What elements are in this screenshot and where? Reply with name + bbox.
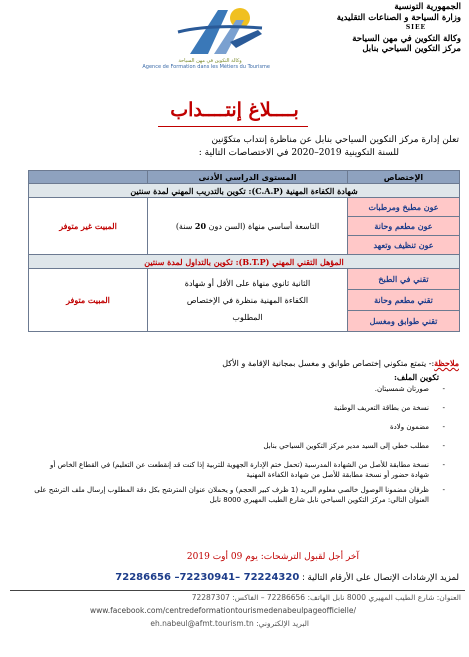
cap-level-b: سنة) (175, 221, 193, 231)
title-underline (158, 126, 308, 127)
contact-label: لمزيد الإرشادات الإتصال على الأرقام التالية : (301, 573, 459, 583)
logo-caption-fr: Agence de Formation dans les Métiers du Tourisme (142, 64, 270, 70)
document-item: - ظرفان مضمونا الوصول خالصي معلوم البريد (1 ظرف كبير الحجم) و يحملان عنوان المترشح بكل دقة المطلوب إرسال ملف الترشح على العنوان التالي: مركز التكوين السياحي نابل شارع الطيب المهيري 8000 نابل (31, 485, 451, 505)
cap-level-num: 20 (194, 220, 207, 231)
header-line-1: الجمهورية التونسية (394, 2, 461, 12)
deadline: آخر أجل لقبول الترشحات: يوم 09 أوت 2019 (186, 552, 359, 562)
header-small: SIEE (405, 24, 427, 31)
btp-level (148, 269, 348, 332)
footer-email[interactable]: البريد الإلكتروني: eh.nabeul@afmt.tourism.tn (150, 619, 309, 628)
intro-text (19, 134, 459, 160)
document-item: - صورتان شمسيتان. (31, 384, 451, 394)
documents-list (31, 384, 451, 510)
logo-caption-ar: وكالة التكوين في مهن السياحة (178, 58, 242, 64)
intro-line-1: تعلن إدارة مركز التكوين السياحي بنابل عن مناظرة إنتداب متكوّنين (211, 135, 459, 145)
document-item: - نسخة مطابقة للأصل من الشهادة المدرسية (تحمل ختم الإدارة الجهوية للتربية إذا كنت قد إنقطعت عن التعليم) في القطاع الخاص أو شهادة حضور أو نسخة مطابقة للأصل من شهادة الكفاءة المهنية (31, 460, 451, 480)
page-title: بــــلاغ إنتــــداب (170, 99, 299, 121)
spec-cap-1: عون مطبخ ومرطبات (348, 198, 460, 217)
spec-cap-3: عون تنظيف وتعهد (348, 236, 460, 255)
header-line-3: وكالة التكوين في مهن السياحة (352, 33, 461, 44)
header-accommodation (29, 171, 148, 184)
cap-level (148, 198, 348, 255)
btp-level-line-3: المطلوب (232, 312, 263, 322)
afmt-logo (170, 2, 270, 66)
cap-level-a: التاسعة أساسي منهاة (السن دون (208, 221, 320, 231)
file-heading: تكوين الملف: (393, 372, 439, 382)
document-item: - مضمون ولادة (31, 422, 451, 432)
footer-divider (10, 590, 465, 591)
header-line-4: مركز التكوين السياحي بنابل (362, 44, 461, 54)
specialties-table (28, 170, 460, 332)
spec-btp-3: تقني طوابق ومغسل (348, 311, 460, 332)
ministry-header (261, 2, 461, 55)
header-level: المستوى الدراسي الأدنى (148, 171, 348, 184)
btp-level-line-1: الثانية ثانوي منهاة على الأقل أو شهادة (184, 278, 311, 288)
spec-cap-2: عون مطعم وحانة (348, 217, 460, 236)
intro-line-2: للسنة التكوينية 2019–2020 في الاختصاصات التالية : (198, 148, 399, 158)
contact-line (9, 572, 459, 583)
spec-btp-1: تقني في الطبخ (348, 269, 460, 290)
logo-caption (142, 58, 270, 70)
header-specialty: الإختصاص (348, 171, 460, 184)
cap-accommodation: المبيت غير متوفر (29, 198, 148, 255)
document-item: - مطلب خطي إلى السيد مدير مركز التكوين السياحي بنابل (31, 441, 451, 451)
note (19, 358, 459, 368)
spec-btp-2: تقني مطعم وحانة (348, 290, 460, 311)
section-cap-title: شهادة الكفاءة المهنية (C.A.P): تكوين بالتدريب المهني لمدة سنتين (29, 184, 460, 198)
section-btp-title: المؤهل التقني المهني (B.T.P): تكوين بالتداول لمدة سنتين (29, 255, 460, 269)
btp-level-line-2: الكفاءة المهنية منظرة في الإختصاص (186, 295, 309, 305)
document-item: - نسخة من بطاقة التعريف الوطنية (31, 403, 451, 413)
contact-numbers: 72224320 –72230941– 72286656 (115, 572, 300, 583)
note-label: ملاحظة (434, 358, 459, 368)
btp-accommodation: المبيت متوفر (29, 269, 148, 332)
note-text: :- يتمتع متكوني إختصاص طوابق و مغسل بمجانية الإقامة و الأكل (222, 359, 435, 368)
header-line-2: وزارة السياحة و الصناعات التقليدية (336, 12, 461, 23)
footer-address: العنوان: شارع الطيب المهيري 8000 نابل الهاتف: 72286656 – الفاكس: 72287307 (191, 593, 461, 602)
footer-facebook-link[interactable]: www.facebook.com/centredeformationtourismedenabeulpageofficielle/ (90, 606, 356, 615)
